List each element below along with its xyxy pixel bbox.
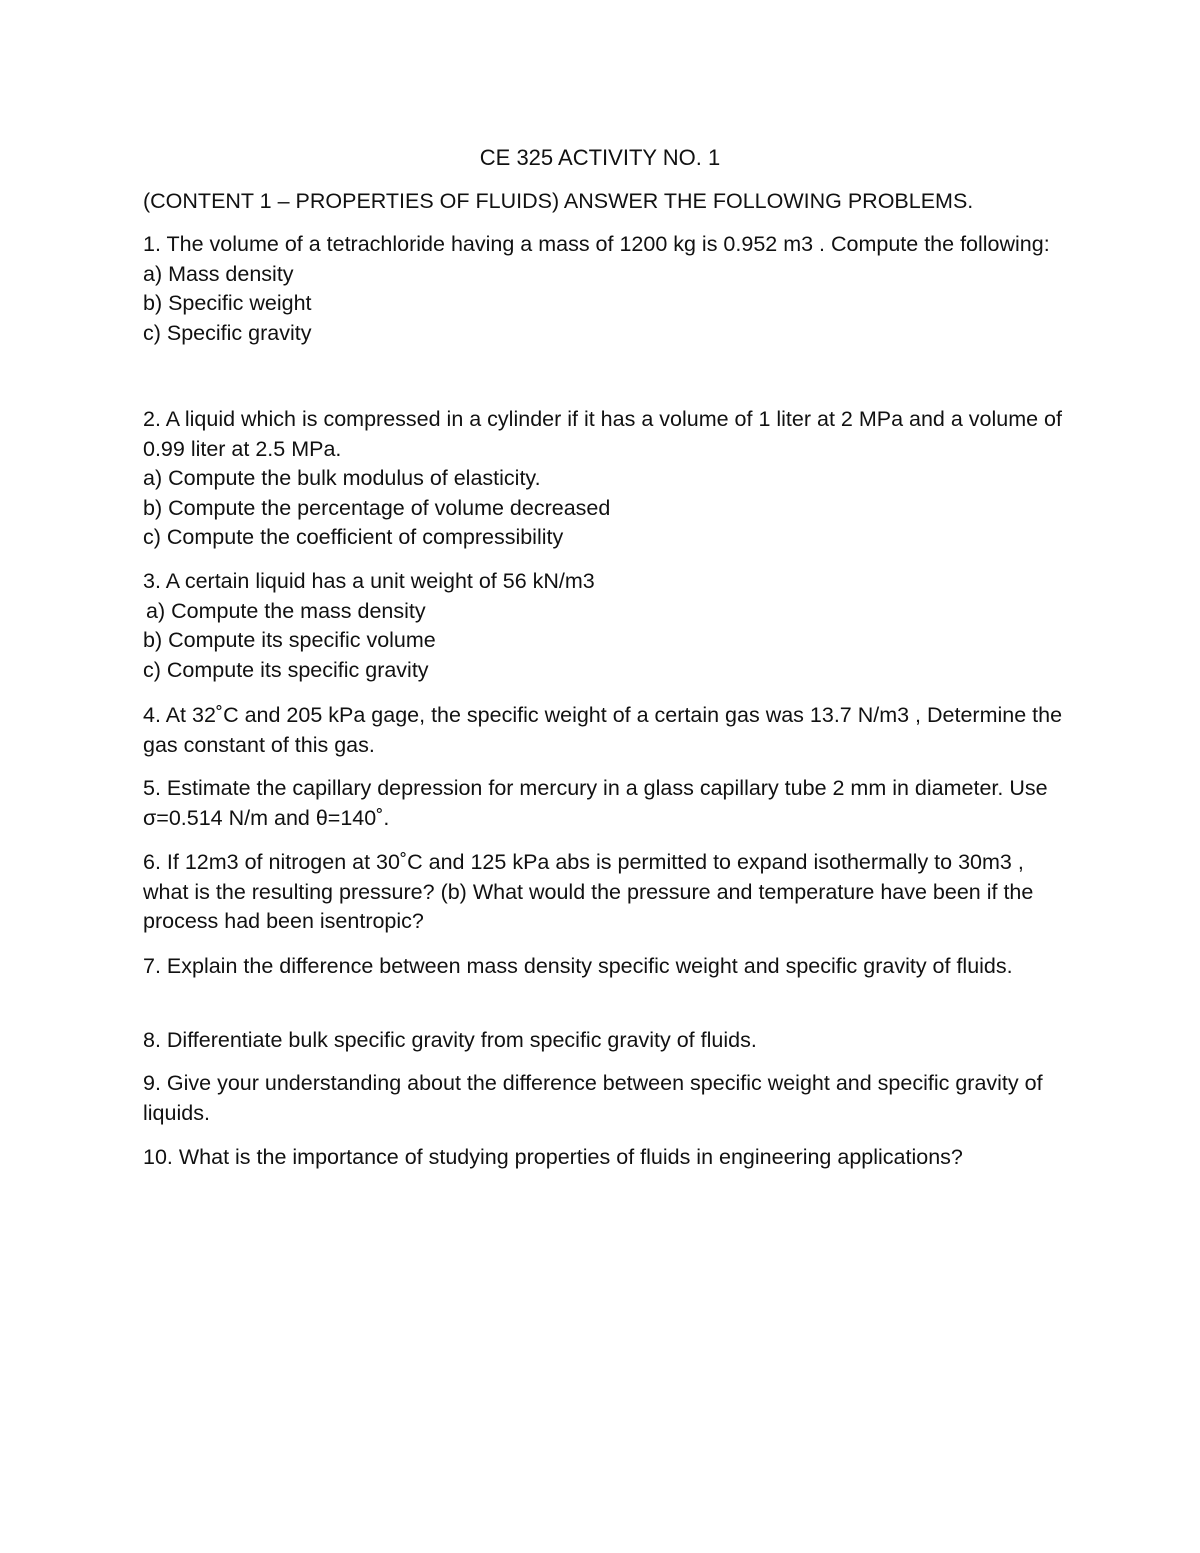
page-title: CE 325 ACTIVITY NO. 1 [479,145,721,170]
question-6 [143,848,1063,937]
question-text: 1. The volume of a tetrachloride having a mass of 1200 kg is 0.952 m3 . Compute the following: [143,232,1050,256]
question-9 [143,1069,1063,1128]
question-text: 6. If 12m3 of nitrogen at 30˚C and 125 kPa abs is permitted to expand isothermally to 30m3 , what is the resulting pressure? (b) What would the pressure and temperature have been if the process had been isentropic? [143,850,1034,933]
question-5 [143,774,1063,833]
question-option: b) Compute the percentage of volume decreased [143,495,611,520]
question-option: b) Specific weight [143,291,312,315]
question-option: a) Compute the mass density [146,598,426,623]
question-text: 2. A liquid which is compressed in a cylinder if it has a volume of 1 liter at 2 MPa and a volume of 0.99 liter at 2.5 MPa. [143,407,1062,461]
question-7 [143,952,1063,982]
question-text: 4. At 32˚C and 205 kPa gage, the specific weight of a certain gas was 13.7 N/m3 , Determine the gas constant of this gas. [143,703,1063,757]
question-option: a) Mass density [143,261,294,286]
question-text: 10. What is the importance of studying properties of fluids in engineering applications? [143,1145,963,1169]
question-option: a) Compute the bulk modulus of elasticity. [143,466,541,490]
question-option: c) Compute its specific gravity [143,657,429,682]
question-10 [143,1143,1063,1173]
question-option: c) Compute the coefficient of compressibility [143,525,564,549]
question-option: c) Specific gravity [143,320,312,345]
question-2 [143,405,1063,553]
question-text: 3. A certain liquid has a unit weight of 56 kN/m3 [143,569,595,593]
question-text: 5. Estimate the capillary depression for mercury in a glass capillary tube 2 mm in diameter. Use σ=0.514 N/m and θ=140˚. [143,776,1048,830]
page-subtitle: (CONTENT 1 – PROPERTIES OF FLUIDS) ANSWER THE FOLLOWING PROBLEMS. [143,189,974,213]
question-3 [143,567,1063,685]
question-text: 9. Give your understanding about the difference between specific weight and specific gravity of liquids. [143,1071,1043,1125]
question-4 [143,701,1063,760]
question-option: b) Compute its specific volume [143,628,436,652]
question-8 [143,1026,1063,1056]
question-1 [143,230,1063,348]
question-text: 7. Explain the difference between mass density specific weight and specific gravity of fluids. [143,954,1013,978]
question-text: 8. Differentiate bulk specific gravity from specific gravity of fluids. [143,1028,757,1052]
